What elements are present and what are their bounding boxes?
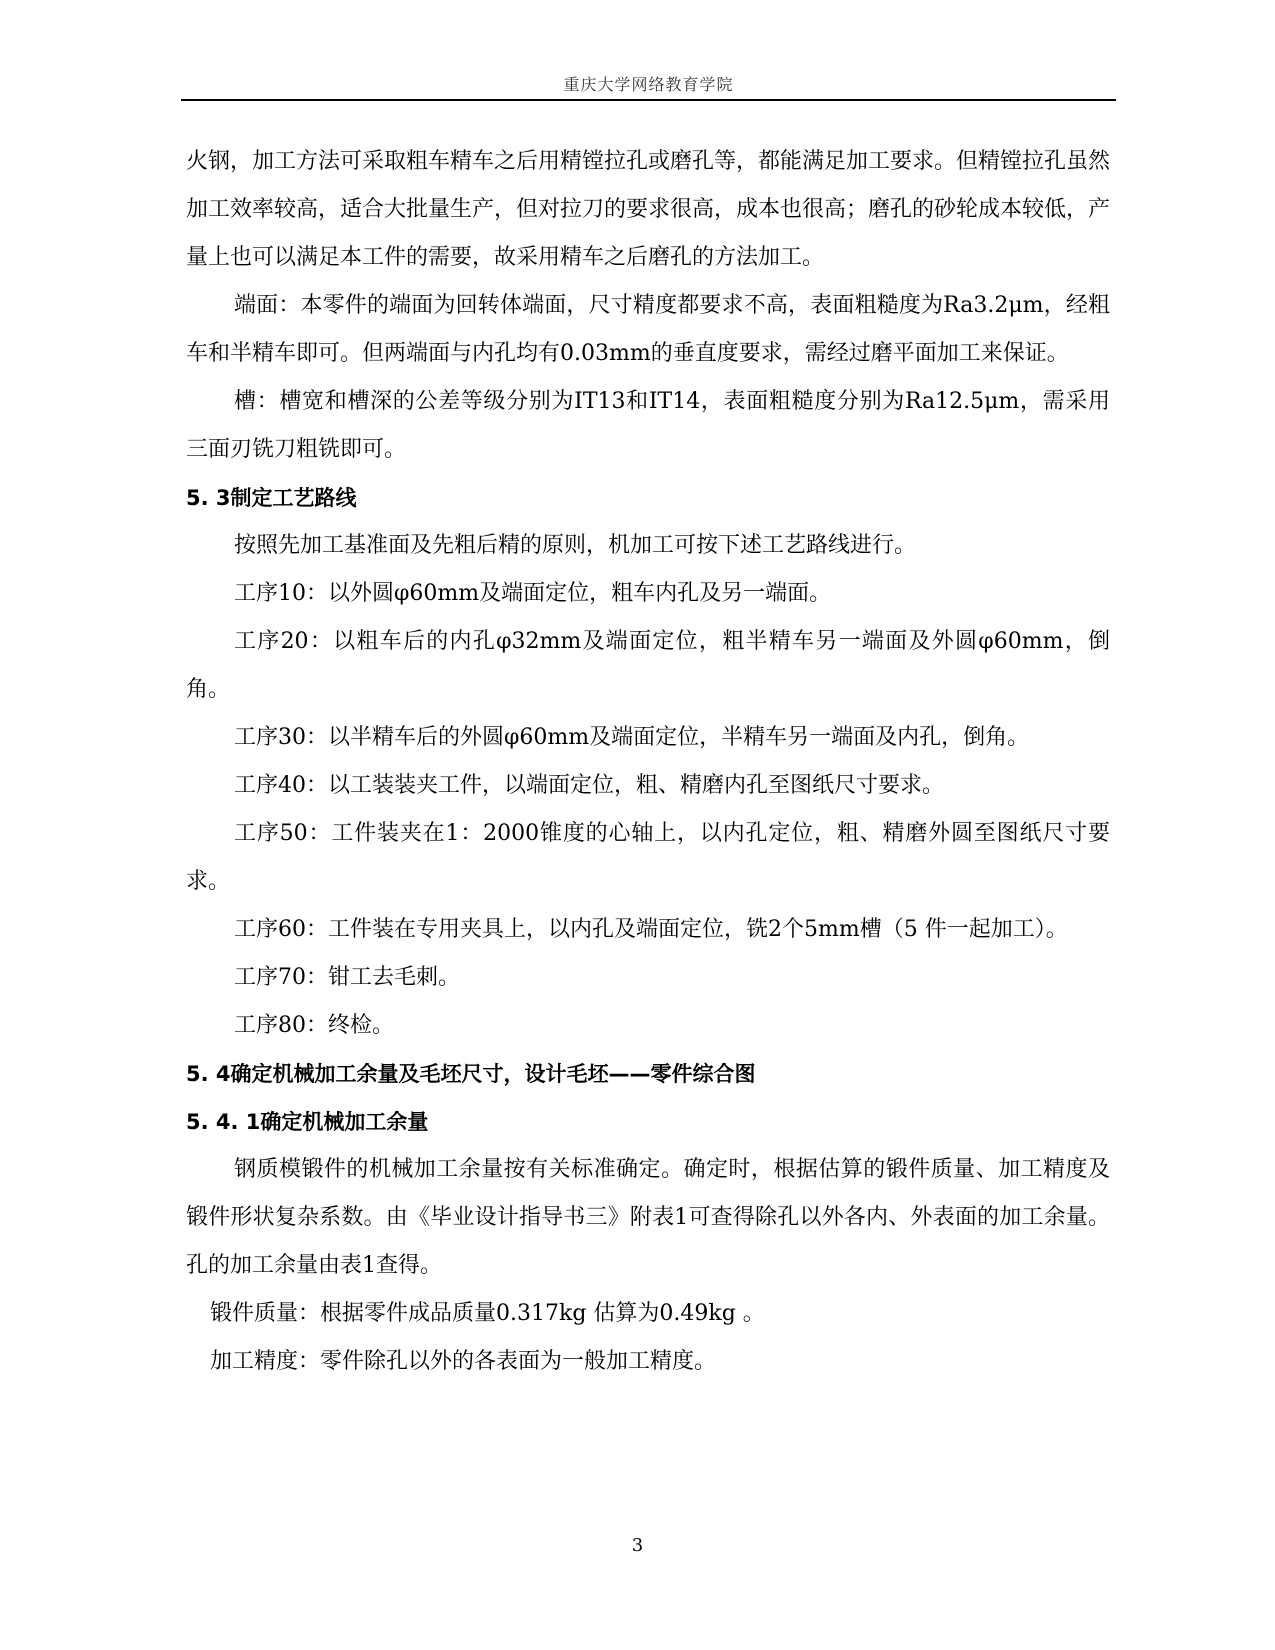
operation-80: 工序80：终检。 bbox=[234, 1013, 394, 1038]
paragraph-route-intro: 按照先加工基准面及先粗后精的原则，机加工可按下述工艺路线进行。 bbox=[234, 533, 917, 558]
paragraph-slot: 槽：槽宽和槽深的公差等级分别为IT13和IT14，表面粗糙度分别为Ra12.5μm，需采用三面刃铣刀粗铣即可。 bbox=[186, 389, 1110, 462]
heading-5-4-1: 5. 4. 1确定机械加工余量 bbox=[186, 1110, 429, 1134]
operation-10: 工序10：以外圆φ60mm及端面定位，粗车内孔及另一端面。 bbox=[234, 581, 832, 606]
paragraph-forging-mass: 锻件质量：根据零件成品质量0.317kg 估算为0.49kg 。 bbox=[210, 1301, 765, 1326]
paragraph-precision: 加工精度：零件除孔以外的各表面为一般加工精度。 bbox=[210, 1349, 717, 1374]
heading-5-4: 5. 4确定机械加工余量及毛坯尺寸，设计毛坯——零件综合图 bbox=[186, 1062, 756, 1086]
operation-70: 工序70：钳工去毛刺。 bbox=[234, 965, 460, 990]
operation-40: 工序40：以工装装夹工件，以端面定位，粗、精磨内孔至图纸尺寸要求。 bbox=[234, 773, 944, 798]
operation-50: 工序50：工件装夹在1：2000锥度的心轴上，以内孔定位，粗、精磨外圆至图纸尺寸要求。 bbox=[186, 821, 1110, 894]
operation-20: 工序20：以粗车后的内孔φ32mm及端面定位，粗半精车另一端面及外圆φ60mm，倒角。 bbox=[186, 629, 1110, 702]
page-number: 3 bbox=[631, 1535, 644, 1556]
header-rule bbox=[181, 99, 1116, 101]
operation-30: 工序30：以半精车后的外圆φ60mm及端面定位，半精车另一端面及内孔，倒角。 bbox=[234, 725, 1030, 750]
heading-5-3: 5. 3制定工艺路线 bbox=[186, 486, 357, 510]
paragraph-allowance: 钢质模锻件的机械加工余量按有关标准确定。确定时，根据估算的锻件质量、加工精度及锻件形状复杂系数。由《毕业设计指导书三》附表1可查得除孔以外各内、外表面的加工余量。孔的加工余量由表1查得。 bbox=[186, 1157, 1110, 1278]
paragraph-bore-machining: 火钢，加工方法可采取粗车精车之后用精镗拉孔或磨孔等，都能满足加工要求。但精镗拉孔虽然加工效率较高，适合大批量生产，但对拉刀的要求很高，成本也很高；磨孔的砂轮成本较低，产量上也可以满足本工件的需要，故采用精车之后磨孔的方法加工。 bbox=[186, 149, 1111, 270]
page-header: 重庆大学网络教育学院 bbox=[563, 75, 734, 94]
paragraph-end-face: 端面：本零件的端面为回转体端面，尺寸精度都要求不高，表面粗糙度为Ra3.2μm，经粗车和半精车即可。但两端面与内孔均有0.03mm的垂直度要求，需经过磨平面加工来保证。 bbox=[186, 293, 1110, 366]
document-body bbox=[186, 138, 1110, 1386]
operation-60: 工序60：工件装在专用夹具上，以内孔及端面定位，铣2个5mm槽（5 件一起加工）。 bbox=[234, 917, 1068, 942]
